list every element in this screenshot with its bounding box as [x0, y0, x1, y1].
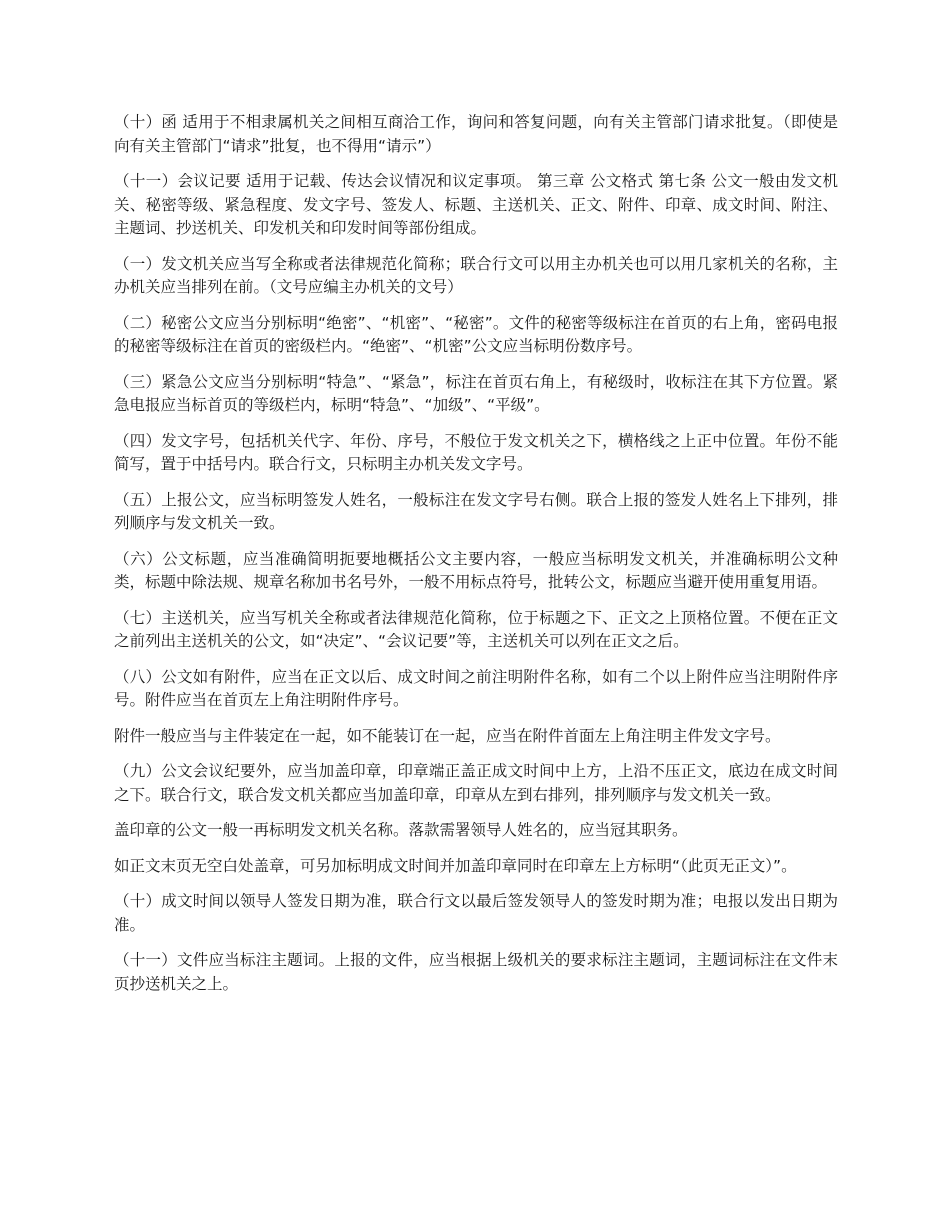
paragraph-document-number: （四）发文字号，包括机关代字、年份、序号，不般位于发文机关之下，横格线之上正中位置。年份不能简写，置于中括号内。联合行文，只标明主办机关发文字号。 — [114, 431, 838, 473]
paragraph-main-recipient: （七）主送机关，应当写机关全称或者法律规范化简称，位于标题之下、正文之上顶格位置。不便在正文之前列出主送机关的公文，如“决定”、“会议记要”等，主送机关可以列在正文之后。 — [114, 608, 838, 650]
paragraph-issue-date: （十）成文时间以领导人签发日期为准，联合行文以最后签发领导人的签发时期为准；电报以发出日期为准。 — [114, 892, 838, 934]
paragraph-issuing-authority: （一）发文机关应当写全称或者法律规范化简称；联合行文可以用主办机关也可以用几家机关的名称，主办机关应当排列在前。（文号应编主办机关的文号） — [114, 254, 838, 296]
paragraph-attachment-binding: 附件一般应当与主件装定在一起，如不能装订在一起，应当在附件首面左上角注明主件发文字号。 — [114, 726, 781, 745]
document-body — [114, 111, 838, 1008]
paragraph-title: （六）公文标题，应当准确简明扼要地概括公文主要内容，一般应当标明发文机关，并准确标明公文种类，标题中除法规、规章名称加书名号外，一般不用标点符号，批转公文，标题应当避开使用重复用语。 — [114, 549, 838, 591]
paragraph-blank-page: 如正文末页无空白处盖章，可另加标明成文时间并加盖印章同时在印章左上方标明“（此页无正文）”。 — [114, 856, 797, 875]
paragraph-subject-terms: （十一）文件应当标注主题词。上报的文件，应当根据上级机关的要求标注主题词，主题词标注在文件末页抄送机关之上。 — [114, 951, 838, 993]
paragraph-meeting-minutes: （十一）会议记要 适用于记载、传达会议情况和议定事项。 第三章 公文格式 第七条 公文一般由发文机关、秘密等级、紧急程度、发文字号、签发人、标题、主送机关、正文、附件、印章、成文时间、附注、主题词、抄送机关、印发机关和印发时间等部份组成。 — [114, 172, 838, 237]
paragraph-function-letter: （十）函 适用于不相隶属机关之间相互商洽工作，询问和答复问题，向有关主管部门请求批复。（即使是向有关主管部门“请求”批复，也不得用“请示”） — [114, 113, 838, 155]
paragraph-secrecy-level: （二）秘密公文应当分别标明“绝密”、“机密”、“秘密”。文件的秘密等级标注在首页的右上角，密码电报的秘密等级标注在首页的密级栏内。“绝密”、“机密”公文应当标明份数序号。 — [114, 313, 838, 355]
paragraph-signer: （五）上报公文，应当标明签发人姓名，一般标注在发文字号右侧。联合上报的签发人姓名上下排列，排列顺序与发文机关一致。 — [114, 490, 838, 532]
paragraph-sealed-document: 盖印章的公文一般一再标明发文机关名称。落款需署领导人姓名的，应当冠其职务。 — [114, 821, 688, 839]
paragraph-urgency: （三）紧急公文应当分别标明“特急”、“紧急”，标注在首页右角上，有秘级时，收标注在其下方位置。紧急电报应当标首页的等级栏内，标明“特急”、“加级”、“平级”。 — [114, 372, 838, 414]
paragraph-attachments: （八）公文如有附件，应当在正文以后、成文时间之前注明附件名称，如有二个以上附件应当注明附件序号。附件应当在首页左上角注明附件序号。 — [114, 667, 838, 709]
paragraph-seal: （九）公文会议纪要外，应当加盖印章，印章端正盖正成文时间中上方，上沿不压正文，底边在成文时间之下。联合行文，联合发文机关都应当加盖印章，印章从左到右排列，排列顺序与发文机关一致。 — [114, 762, 838, 804]
